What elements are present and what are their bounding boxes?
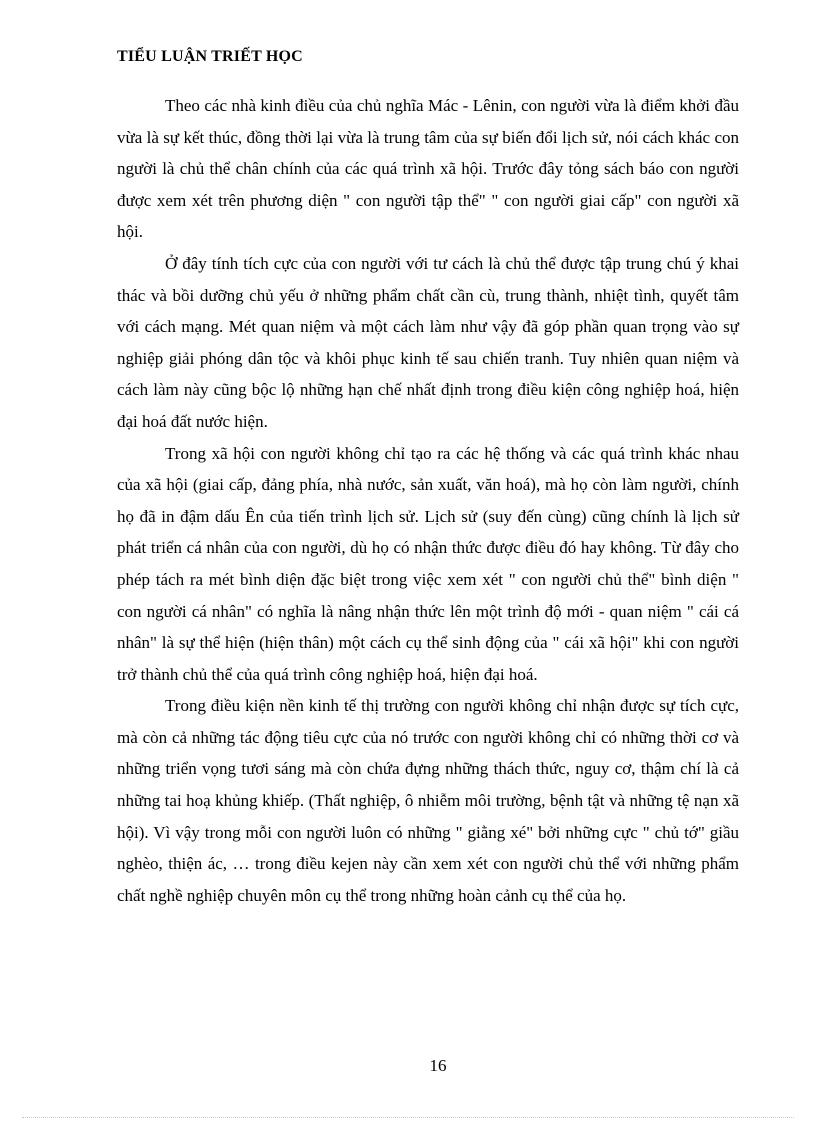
document-body (117, 90, 739, 911)
paragraph-2: Ở đây tính tích cực của con người với tư cách là chủ thể được tập trung chú ý khai thác và bồi dưỡng chủ yếu ở những phẩm chất cần cù, trung thành, nhiệt tình, quyết tâm với cách mạng. Mét quan niệm và một cách làm như vậy đã góp phần quan trọng vào sự nghiệp giải phóng dân tộc và khôi phục kinh tế sau chiến tranh. Tuy nhiên quan niệm và cách làm này cũng bộc lộ những hạn chế nhất định trong điều kiện công nghiệp hoá, hiện đại hoá đất nước hiện. (117, 253, 739, 431)
page-bottom-border (22, 1117, 794, 1118)
document-header-title: TIỂU LUẬN TRIẾT HỌC (117, 48, 303, 65)
paragraph-4: Trong điều kiện nền kinh tế thị trường con người không chỉ nhận được sự tích cực, mà còn cả những tác động tiêu cực của nó trước con người không chỉ có những thời cơ và những triển vọng tươi sáng mà còn chứa đựng những thách thức, nguy cơ, thậm chí là cả những tai hoạ khủng khiếp. (Thất nghiệp, ô nhiễm môi trường, bệnh tật và những tệ nạn xã hội). Vì vậy trong mỗi con người luôn có những " giằng xé" bởi những cực " chủ tớ" giầu nghèo, thiện ác, … trong điều kejen này cần xem xét con người chủ thể với những phẩm chất nghề nghiệp chuyên môn cụ thể trong những hoàn cảnh cụ thể của họ. (117, 696, 739, 905)
page-number: 16 (429, 1056, 447, 1075)
paragraph-3: Trong xã hội con người không chỉ tạo ra các hệ thống và các quá trình khác nhau của xã hội (giai cấp, đảng phía, nhà nước, sản xuất, văn hoá), mà họ còn làm người, chính họ đã in đậm dấu Ên của tiến trình lịch sử. Lịch sử (suy đến cùng) cũng chính là lịch sử phát triển cá nhân của con người, dù họ có nhận thức được điều đó hay không. Từ đây cho phép tách ra mét bình diện đặc biệt trong việc xem xét " con người chủ thể" bình diện " con người cá nhân" có nghĩa là nâng nhận thức lên một trình độ mới - quan niệm " cái cá nhân" là sự thể hiện (hiện thân) một cách cụ thể sinh động của " cái xã hội" khi con người trở thành chủ thể của quá trình công nghiệp hoá, hiện đại hoá. (117, 443, 739, 684)
paragraph-1: Theo các nhà kinh điều của chủ nghĩa Mác - Lênin, con người vừa là điểm khởi đầu vừa là sự kết thúc, đồng thời lại vừa là trung tâm của sự biến đổi lịch sử, nói cách khác con người là chủ thể chân chính của các quá trình xã hội. Trước đây tỏng sách báo con người được xem xét trên phương diện " con người tập thể" " con người giai cấp" con người xã hội. (117, 96, 739, 242)
